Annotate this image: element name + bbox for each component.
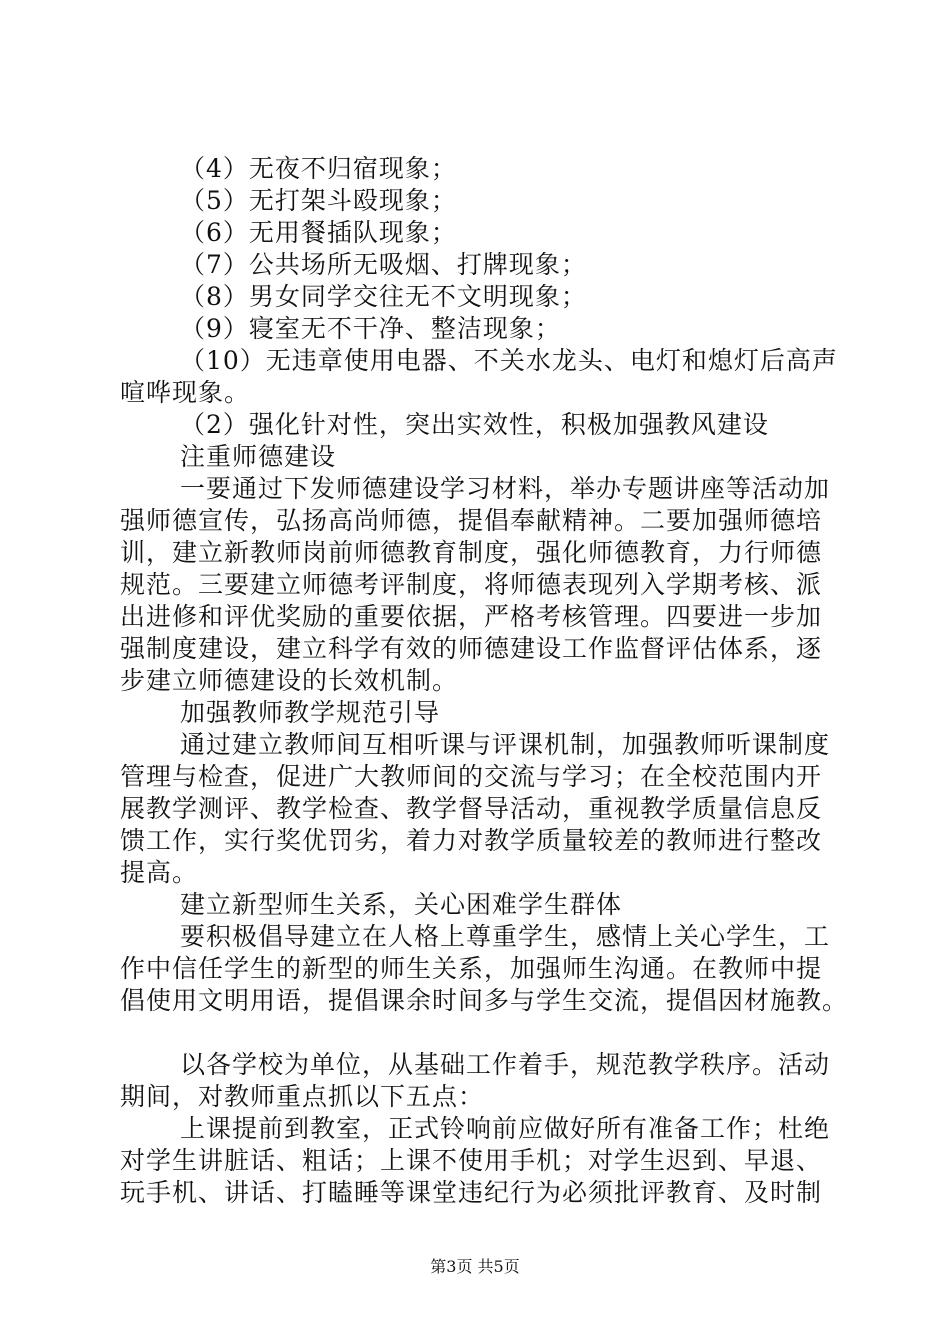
subsection-heading: 加强教师教学规范引导 bbox=[180, 698, 441, 727]
text-line: 强师德宣传，弘扬高尚师德，提倡奉献精神。二要加强师德培 bbox=[120, 506, 823, 535]
text-line: （6）无用餐插队现象； bbox=[180, 218, 457, 247]
text-line: （10）无违章使用电器、不关水龙头、电灯和熄灯后高声 bbox=[180, 346, 838, 375]
text-line: 玩手机、讲话、打瞌睡等课堂违纪行为必须批评教育、及时制 bbox=[120, 1178, 823, 1207]
text-line: （8）男女同学交往无不文明现象； bbox=[180, 282, 587, 311]
section-heading: （2）强化针对性，突出实效性，积极加强教风建设 bbox=[180, 410, 769, 439]
text-line: （7）公共场所无吸烟、打牌现象； bbox=[180, 250, 587, 279]
text-line: 规范。三要建立师德考评制度，将师德表现列入学期考核、派 bbox=[120, 570, 823, 599]
text-line: 喧哗现象。 bbox=[120, 378, 251, 407]
text-line: 上课提前到教室，正式铃响前应做好所有准备工作；杜绝 bbox=[180, 1114, 831, 1143]
text-line: （4）无夜不归宿现象； bbox=[180, 154, 457, 183]
text-line: 通过建立教师间互相听课与评课机制，加强教师听课制度 bbox=[180, 730, 831, 759]
text-line: 提高。 bbox=[120, 858, 199, 887]
text-line: 训，建立新教师岗前师德教育制度，强化师德教育，力行师德 bbox=[120, 538, 823, 567]
text-line: 步建立师德建设的长效机制。 bbox=[120, 666, 459, 695]
text-line: 期间，对教师重点抓以下五点： bbox=[120, 1082, 485, 1111]
text-line: 要积极倡导建立在人格上尊重学生，感情上关心学生，工 bbox=[180, 922, 831, 951]
subsection-heading: 注重师德建设 bbox=[180, 442, 337, 471]
text-line: （5）无打架斗殴现象； bbox=[180, 186, 457, 215]
text-line: 倡使用文明用语，提倡课余时间多与学生交流，提倡因材施教。 bbox=[120, 986, 849, 1015]
text-line: 对学生讲脏话、粗话；上课不使用手机；对学生迟到、早退、 bbox=[120, 1146, 823, 1175]
text-line: 作中信任学生的新型的师生关系，加强师生沟通。在教师中提 bbox=[120, 954, 823, 983]
text-line: 以各学校为单位，从基础工作着手，规范教学秩序。活动 bbox=[180, 1050, 831, 1079]
text-line: 强制度建设，建立科学有效的师德建设工作监督评估体系，逐 bbox=[120, 634, 823, 663]
text-line: （9）寝室无不干净、整洁现象； bbox=[180, 314, 561, 343]
text-line: 出进修和评优奖励的重要依据，严格考核管理。四要进一步加 bbox=[120, 602, 823, 631]
text-line: 管理与检查，促进广大教师间的交流与学习；在全校范围内开 bbox=[120, 762, 823, 791]
page-number-footer: 第3页 共5页 bbox=[430, 1257, 520, 1276]
text-line: 馈工作，实行奖优罚劣，着力对教学质量较差的教师进行整改 bbox=[120, 826, 823, 855]
text-line: 一要通过下发师德建设学习材料，举办专题讲座等活动加 bbox=[180, 474, 831, 503]
text-line: 展教学测评、教学检查、教学督导活动，重视教学质量信息反 bbox=[120, 794, 823, 823]
subsection-heading: 建立新型师生关系，关心困难学生群体 bbox=[180, 890, 623, 919]
